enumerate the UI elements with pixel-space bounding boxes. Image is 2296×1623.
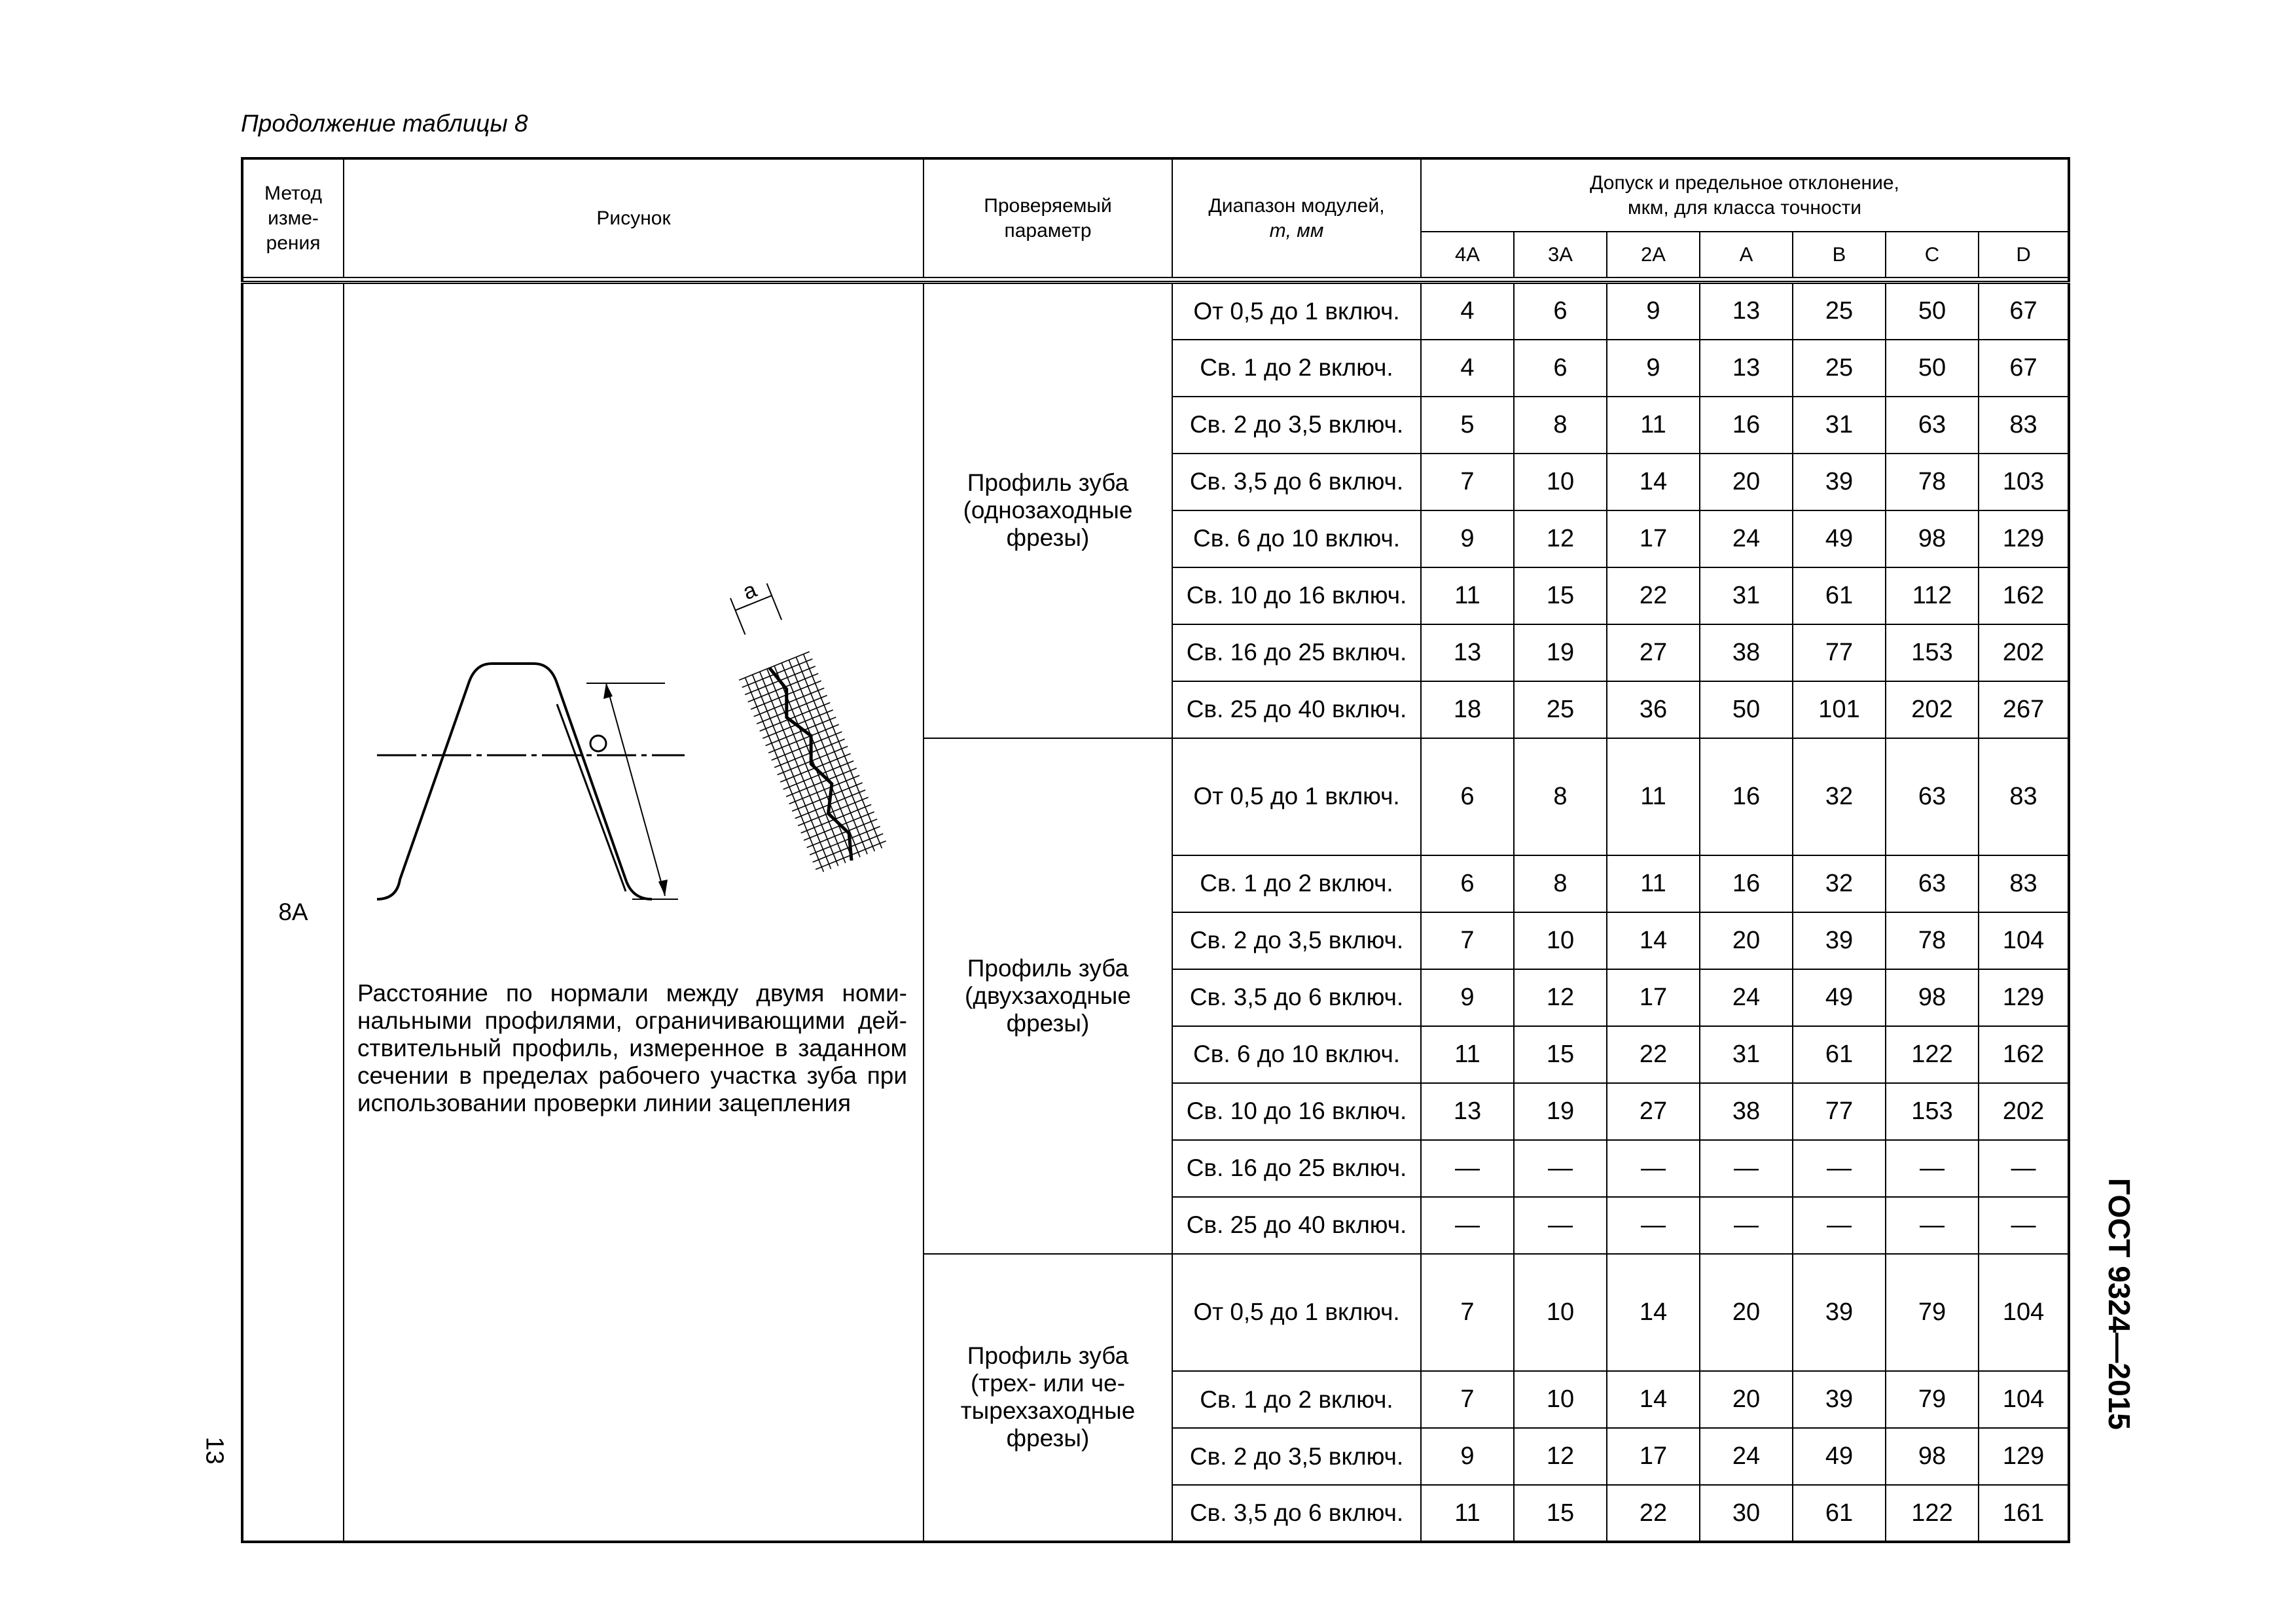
tolerance-value-cell: 202 (1979, 1083, 2069, 1140)
parameter-cell: Профиль зуба (трех- или че- тырехзаходные фрезы) (924, 1254, 1172, 1542)
tolerance-value-cell: 67 (1979, 283, 2069, 340)
tolerance-value-cell: 11 (1421, 1485, 1514, 1542)
tolerance-value-cell: 22 (1607, 567, 1700, 624)
tolerance-value-cell: 129 (1979, 969, 2069, 1026)
module-range-cell: Св. 1 до 2 включ. (1172, 855, 1421, 912)
header-class: A (1700, 232, 1793, 277)
tolerance-value-cell: 31 (1700, 1026, 1793, 1083)
parameter-cell: Профиль зуба (однозаходные фрезы) (924, 283, 1172, 738)
tolerance-value-cell: 20 (1700, 1371, 1793, 1428)
tolerance-value-cell: 11 (1607, 397, 1700, 454)
tolerance-value-cell: 9 (1607, 283, 1700, 340)
tolerance-value-cell: — (1514, 1140, 1607, 1197)
tolerance-value-cell: 6 (1514, 340, 1607, 397)
tolerance-value-cell: — (1514, 1197, 1607, 1254)
tolerance-value-cell: 122 (1886, 1485, 1979, 1542)
tolerance-value-cell: 112 (1886, 567, 1979, 624)
grid-line (792, 783, 863, 811)
grid-line (754, 688, 825, 716)
dimension-a (726, 573, 781, 635)
tolerance-value-cell: 27 (1607, 624, 1700, 681)
tolerance-value-cell: 38 (1700, 1083, 1793, 1140)
tolerance-value-cell: 61 (1793, 567, 1886, 624)
tolerance-value-cell: 11 (1421, 567, 1514, 624)
tolerance-value-cell: 32 (1793, 855, 1886, 912)
tolerance-value-cell: 24 (1700, 510, 1793, 567)
module-range-cell: Св. 10 до 16 включ. (1172, 567, 1421, 624)
tolerance-value-cell: 39 (1793, 1371, 1886, 1428)
header-parameter: Проверяемый параметр (924, 158, 1172, 277)
module-range-cell: Св. 3,5 до 6 включ. (1172, 969, 1421, 1026)
tolerance-value-cell: 4 (1421, 340, 1514, 397)
tolerance-value-cell: 7 (1421, 912, 1514, 969)
tolerance-value-cell: 77 (1793, 624, 1886, 681)
tolerance-value-cell: 79 (1886, 1371, 1979, 1428)
tolerance-value-cell: — (1979, 1140, 2069, 1197)
tolerance-value-cell: 15 (1514, 567, 1607, 624)
tolerance-value-cell: 18 (1421, 681, 1514, 738)
tolerance-value-cell: 104 (1979, 1371, 2069, 1428)
header-class: 3A (1514, 232, 1607, 277)
tolerance-value-cell: 63 (1886, 855, 1979, 912)
tolerance-value-cell: 83 (1979, 397, 2069, 454)
tolerance-value-cell: 129 (1979, 510, 2069, 567)
module-range-cell: Св. 1 до 2 включ. (1172, 1371, 1421, 1428)
table-caption: Продолжение таблицы 8 (241, 110, 528, 137)
tolerance-value-cell: 25 (1793, 283, 1886, 340)
figure-description: Расстояние по нормали между двумя номи-нальными профилями, ограничивающими дей-ствительный профиль, измеренное в заданном сечении в пределах рабочего участка зуба при использовании проверки линии зацепления (357, 980, 907, 1116)
grid-line (742, 659, 813, 687)
module-range-cell: Св. 16 до 25 включ. (1172, 1140, 1421, 1197)
tolerance-value-cell: 15 (1514, 1026, 1607, 1083)
module-range-cell: Св. 25 до 40 включ. (1172, 681, 1421, 738)
tolerance-value-cell: 7 (1421, 454, 1514, 510)
tolerance-value-cell: 7 (1421, 1254, 1514, 1371)
tolerance-value-cell: — (1607, 1140, 1700, 1197)
tolerance-value-cell: 63 (1886, 738, 1979, 855)
tolerance-value-cell: 67 (1979, 340, 2069, 397)
tolerance-value-cell: — (1700, 1140, 1793, 1197)
tolerance-value-cell: 77 (1793, 1083, 1886, 1140)
tolerance-value-cell: 98 (1886, 1428, 1979, 1485)
tolerance-value-cell: 8 (1514, 738, 1607, 855)
tolerance-value-cell: 78 (1886, 912, 1979, 969)
tolerance-value-cell: 162 (1979, 567, 2069, 624)
tolerance-value-cell: 11 (1607, 855, 1700, 912)
tolerance-value-cell: — (1700, 1197, 1793, 1254)
module-range-cell: Св. 6 до 10 включ. (1172, 510, 1421, 567)
page-number: 13 (200, 1436, 228, 1465)
tolerance-value-cell: 16 (1700, 397, 1793, 454)
tolerance-value-cell: 61 (1793, 1026, 1886, 1083)
tolerance-value-cell: 15 (1514, 1485, 1607, 1542)
tolerance-value-cell: 50 (1700, 681, 1793, 738)
tolerance-value-cell: 267 (1979, 681, 2069, 738)
grid-line (783, 761, 854, 789)
tolerance-value-cell: 14 (1607, 454, 1700, 510)
method-cell: 8А (242, 283, 344, 1543)
tolerance-value-cell: 6 (1421, 738, 1514, 855)
tolerance-value-cell: 11 (1421, 1026, 1514, 1083)
tolerance-value-cell: 122 (1886, 1026, 1979, 1083)
tolerance-value-cell: 49 (1793, 510, 1886, 567)
tolerance-value-cell: 104 (1979, 1254, 2069, 1371)
module-range-cell: Св. 2 до 3,5 включ. (1172, 397, 1421, 454)
tolerance-value-cell: 25 (1514, 681, 1607, 738)
header-class: 4A (1421, 232, 1514, 277)
tolerance-value-cell: 50 (1886, 283, 1979, 340)
tolerance-value-cell: 25 (1793, 340, 1886, 397)
tolerance-value-cell: 27 (1607, 1083, 1700, 1140)
tolerance-value-cell: 12 (1514, 510, 1607, 567)
module-range-cell: Св. 3,5 до 6 включ. (1172, 454, 1421, 510)
tolerance-value-cell: 11 (1607, 738, 1700, 855)
module-range-cell: Св. 16 до 25 включ. (1172, 624, 1421, 681)
tolerance-value-cell: 10 (1514, 454, 1607, 510)
dimension-a-label: a (739, 577, 761, 605)
tolerance-value-cell: 36 (1607, 681, 1700, 738)
tolerance-value-cell: 6 (1514, 283, 1607, 340)
tolerance-value-cell: 19 (1514, 1083, 1607, 1140)
tolerance-value-cell: 103 (1979, 454, 2069, 510)
header-class: B (1793, 232, 1886, 277)
tolerance-value-cell: 22 (1607, 1485, 1700, 1542)
module-range-cell: От 0,5 до 1 включ. (1172, 283, 1421, 340)
grid-line (772, 732, 842, 760)
tolerance-value-cell: 20 (1700, 1254, 1793, 1371)
module-range-cell: От 0,5 до 1 включ. (1172, 1254, 1421, 1371)
header-tolerance: Допуск и предельное отклонение, мкм, для класса точности (1421, 158, 2069, 232)
tolerance-value-cell: 39 (1793, 1254, 1886, 1371)
tolerance-value-cell: 49 (1793, 1428, 1886, 1485)
tolerance-value-cell: 79 (1886, 1254, 1979, 1371)
tolerance-value-cell: 13 (1421, 1083, 1514, 1140)
header-class: C (1886, 232, 1979, 277)
tolerance-value-cell: 9 (1421, 1428, 1514, 1485)
grid-line (804, 812, 874, 840)
tolerance-value-cell: — (1886, 1140, 1979, 1197)
tolerance-value-cell: 153 (1886, 1083, 1979, 1140)
tolerance-value-cell: 153 (1886, 624, 1979, 681)
tolerance-value-cell: 31 (1793, 397, 1886, 454)
offset-profile-line (557, 704, 626, 891)
tolerance-value-cell: 14 (1607, 1254, 1700, 1371)
tolerance-value-cell: 13 (1700, 340, 1793, 397)
tolerance-value-cell: 9 (1421, 510, 1514, 567)
tolerance-value-cell: — (1886, 1197, 1979, 1254)
tolerance-value-cell: 14 (1607, 1371, 1700, 1428)
tolerance-value-cell: 30 (1700, 1485, 1793, 1542)
module-range-cell: Св. 3,5 до 6 включ. (1172, 1485, 1421, 1542)
tolerance-value-cell: 83 (1979, 855, 2069, 912)
tolerance-value-cell: — (1421, 1140, 1514, 1197)
tolerance-value-cell: 17 (1607, 1428, 1700, 1485)
tolerance-value-cell: — (1607, 1197, 1700, 1254)
tolerance-value-cell: 13 (1700, 283, 1793, 340)
tolerance-value-cell: 13 (1421, 624, 1514, 681)
tolerance-value-cell: 6 (1421, 855, 1514, 912)
parameter-cell: Профиль зуба (двухзаходные фрезы) (924, 738, 1172, 1254)
grid-line (789, 776, 860, 804)
header-class: 2A (1607, 232, 1700, 277)
tolerance-value-cell: 101 (1793, 681, 1886, 738)
tolerance-value-cell: 10 (1514, 912, 1607, 969)
grid-line (798, 797, 869, 825)
tolerance-value-cell: 104 (1979, 912, 2069, 969)
tolerance-value-cell: — (1979, 1197, 2069, 1254)
tolerance-value-cell: 17 (1607, 969, 1700, 1026)
tolerance-value-cell: 12 (1514, 1428, 1607, 1485)
tooth-profile-drawing (344, 559, 920, 978)
tolerance-value-cell: 9 (1607, 340, 1700, 397)
tolerance-value-cell: 20 (1700, 912, 1793, 969)
arrow-top-icon (603, 683, 613, 699)
tolerance-value-cell: 83 (1979, 738, 2069, 855)
arrow-bottom-icon (658, 880, 668, 896)
header-method: Метод изме- рения (242, 158, 344, 277)
tolerance-value-cell: 162 (1979, 1026, 2069, 1083)
grid-line (748, 673, 819, 702)
module-range-cell: Св. 1 до 2 включ. (1172, 340, 1421, 397)
tolerance-value-cell: 98 (1886, 969, 1979, 1026)
tolerance-value-cell: 202 (1886, 681, 1979, 738)
module-range-cell: Св. 2 до 3,5 включ. (1172, 1428, 1421, 1485)
table-row (242, 283, 2069, 340)
profile-chart-grid (739, 652, 888, 874)
tolerance-value-cell: 22 (1607, 1026, 1700, 1083)
tolerance-value-cell: 78 (1886, 454, 1979, 510)
tolerance-value-cell: 14 (1607, 912, 1700, 969)
tolerance-value-cell: 39 (1793, 912, 1886, 969)
tolerance-value-cell: 32 (1793, 738, 1886, 855)
tolerance-value-cell: 39 (1793, 454, 1886, 510)
tolerance-value-cell: 19 (1514, 624, 1607, 681)
tolerance-value-cell: — (1421, 1197, 1514, 1254)
tolerance-value-cell: 5 (1421, 397, 1514, 454)
tolerance-value-cell: — (1793, 1197, 1886, 1254)
tolerance-value-cell: 50 (1886, 340, 1979, 397)
header-class: D (1979, 232, 2069, 277)
module-range-cell: Св. 10 до 16 включ. (1172, 1083, 1421, 1140)
module-range-cell: От 0,5 до 1 включ. (1172, 738, 1421, 855)
tolerance-value-cell: 49 (1793, 969, 1886, 1026)
tolerance-value-cell: 12 (1514, 969, 1607, 1026)
tolerance-value-cell: 16 (1700, 855, 1793, 912)
tolerance-value-cell: 161 (1979, 1485, 2069, 1542)
tolerance-value-cell: 16 (1700, 738, 1793, 855)
tolerance-value-cell: 129 (1979, 1428, 2069, 1485)
tolerance-value-cell: — (1793, 1140, 1886, 1197)
header-module-range: Диапазон модулей, m, мм (1172, 158, 1421, 277)
module-range-cell: Св. 2 до 3,5 включ. (1172, 912, 1421, 969)
tolerance-value-cell: 38 (1700, 624, 1793, 681)
module-range-cell: Св. 25 до 40 включ. (1172, 1197, 1421, 1254)
tolerance-value-cell: 98 (1886, 510, 1979, 567)
tolerance-value-cell: 8 (1514, 397, 1607, 454)
tolerance-value-cell: 7 (1421, 1371, 1514, 1428)
tolerance-value-cell: 8 (1514, 855, 1607, 912)
tolerance-value-cell: 24 (1700, 1428, 1793, 1485)
grid-line (766, 717, 836, 745)
grid-line (760, 703, 831, 731)
tolerance-value-cell: 63 (1886, 397, 1979, 454)
tolerance-value-cell: 61 (1793, 1485, 1886, 1542)
tolerance-value-cell: 202 (1979, 624, 2069, 681)
figure-container (344, 284, 920, 1541)
module-range-cell: Св. 6 до 10 включ. (1172, 1026, 1421, 1083)
grid-line (807, 819, 878, 847)
tolerance-value-cell: 17 (1607, 510, 1700, 567)
tolerance-value-cell: 10 (1514, 1254, 1607, 1371)
table-body (242, 277, 2069, 1542)
header-figure: Рисунок (344, 158, 924, 277)
tolerance-value-cell: 10 (1514, 1371, 1607, 1428)
probe-circle (590, 736, 606, 751)
tolerance-value-cell: 24 (1700, 969, 1793, 1026)
tolerance-value-cell: 4 (1421, 283, 1514, 340)
tolerance-table (241, 157, 2070, 1543)
figure-cell (344, 283, 924, 1543)
tolerance-value-cell: 20 (1700, 454, 1793, 510)
tolerance-value-cell: 9 (1421, 969, 1514, 1026)
tolerance-value-cell: 31 (1700, 567, 1793, 624)
